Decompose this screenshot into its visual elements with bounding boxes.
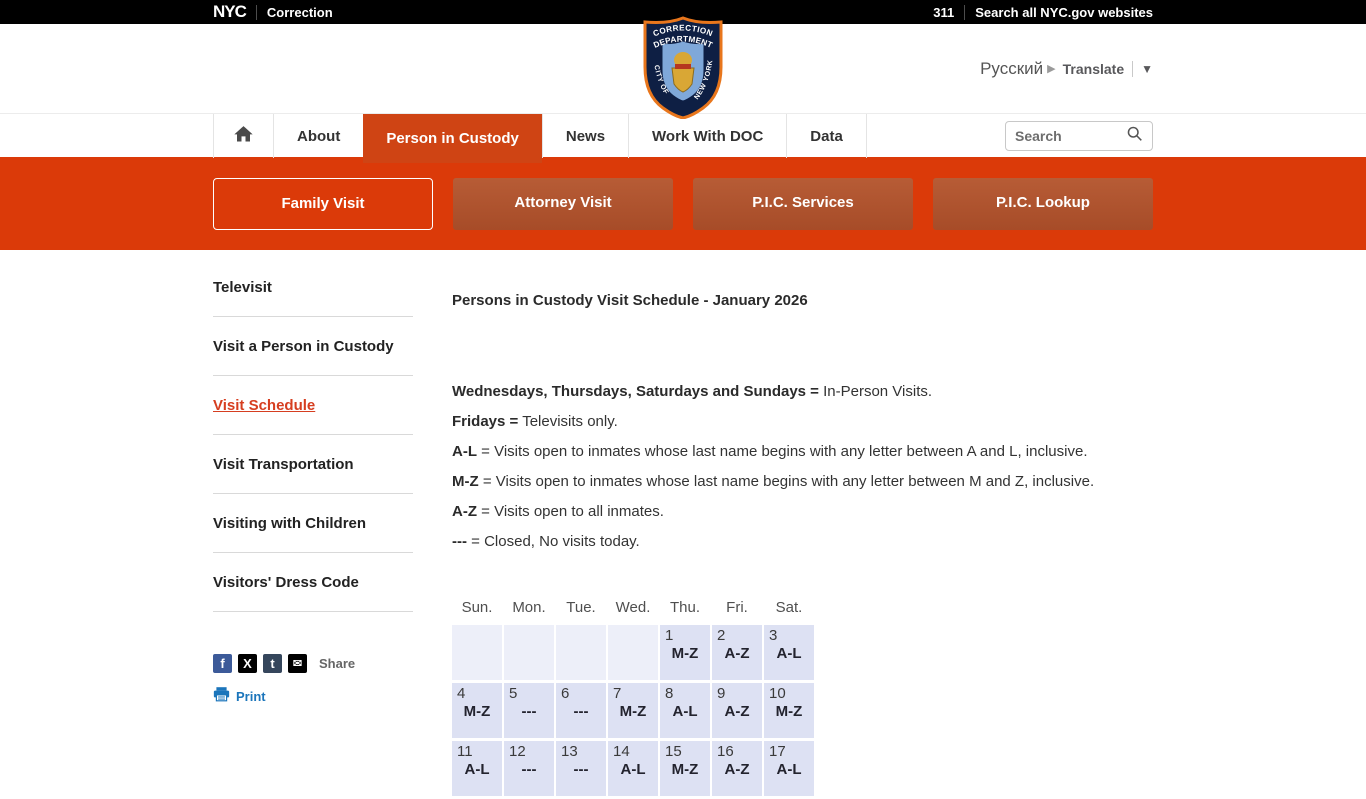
schedule-legend xyxy=(452,382,1153,552)
calendar-cell: 1 M-Z xyxy=(660,625,710,680)
tumblr-share-icon[interactable]: t xyxy=(263,654,282,673)
calendar-header-row xyxy=(452,599,814,622)
subnav-attorney-visit-button[interactable]: Attorney Visit xyxy=(453,178,673,230)
calendar-cell: 7 M-Z xyxy=(608,683,658,738)
search-icon[interactable] xyxy=(1126,125,1143,147)
email-share-icon[interactable]: ✉ xyxy=(288,654,307,673)
calendar-cell: 15 M-Z xyxy=(660,741,710,796)
print-label: Print xyxy=(236,689,266,704)
topbar-divider xyxy=(964,5,965,20)
legend-line: Wednesdays, Thursdays, Saturdays and Sundays = In-Person Visits. xyxy=(452,383,933,400)
calendar-cell: 14 A-L xyxy=(608,741,658,796)
x-twitter-share-icon[interactable]: X xyxy=(238,654,257,673)
legend-line: A-Z = Visits open to all inmates. xyxy=(452,503,664,520)
svg-text:CITY OF: CITY OF xyxy=(652,64,670,97)
calendar-cell: 16 A-Z xyxy=(712,741,762,796)
calendar-cell: 10 M-Z xyxy=(764,683,814,738)
calendar-cell: 11 A-L xyxy=(452,741,502,796)
home-icon xyxy=(233,124,254,149)
day-header: Sun. xyxy=(461,599,493,616)
nyc-gov-logo[interactable]: NYC xyxy=(213,2,246,21)
legend-line: A-L = Visits open to inmates whose last name begins with any letter between A and L, inclusive. xyxy=(452,443,1088,460)
calendar-cell-empty xyxy=(504,625,554,680)
translate-divider xyxy=(1132,61,1133,77)
calendar-cell: 13 --- xyxy=(556,741,606,796)
svg-text:CORRECTION: CORRECTION xyxy=(651,23,715,39)
share-label: Share xyxy=(319,656,356,671)
calendar-week-row xyxy=(452,683,814,738)
calendar-cell: 2 A-Z xyxy=(712,625,762,680)
search-input[interactable] xyxy=(1015,128,1126,144)
section-subnav-band xyxy=(0,157,1366,250)
agency-name-link[interactable]: Correction xyxy=(266,4,333,20)
subnav-pic-services-button[interactable]: P.I.C. Services xyxy=(693,178,913,230)
nav-item-work-with-doc[interactable]: Work With DOC xyxy=(628,114,786,158)
subnav-family-visit-button[interactable]: Family Visit xyxy=(213,178,433,230)
printer-icon xyxy=(213,686,230,707)
main-content xyxy=(452,250,1153,799)
main-navigation xyxy=(0,113,1366,157)
day-header: Sat. xyxy=(775,599,803,616)
correction-department-shield-logo[interactable] xyxy=(642,16,724,119)
day-header: Mon. xyxy=(512,599,546,616)
calendar-cell-empty xyxy=(556,625,606,680)
visit-schedule-calendar xyxy=(452,596,1153,799)
calendar-cell-empty xyxy=(452,625,502,680)
facebook-share-icon[interactable]: f xyxy=(213,654,232,673)
site-search-box xyxy=(1005,121,1153,151)
left-sidebar xyxy=(213,250,413,707)
translate-button[interactable]: Translate xyxy=(1062,60,1125,77)
translate-language-sample[interactable]: Русский xyxy=(980,58,1044,78)
calendar-cell: 12 --- xyxy=(504,741,554,796)
nav-item-news[interactable]: News xyxy=(542,114,628,158)
calendar-cell-empty xyxy=(608,625,658,680)
calendar-cell: 17 A-L xyxy=(764,741,814,796)
day-header: Fri. xyxy=(726,599,748,616)
sidebar-item-visitors-dress-code[interactable]: Visitors' Dress Code xyxy=(213,553,413,612)
day-header: Tue. xyxy=(566,599,596,616)
calendar-week-row xyxy=(452,625,814,680)
topbar-divider xyxy=(256,5,257,20)
nav-item-about[interactable]: About xyxy=(273,114,363,158)
svg-text:NEW YORK: NEW YORK xyxy=(693,59,715,102)
calendar-cell: 6 --- xyxy=(556,683,606,738)
svg-text:DEPARTMENT: DEPARTMENT xyxy=(652,34,714,50)
calendar-cell: 3 A-L xyxy=(764,625,814,680)
home-button[interactable] xyxy=(213,114,273,158)
subnav-pic-lookup-button[interactable]: P.I.C. Lookup xyxy=(933,178,1153,230)
translate-widget xyxy=(980,59,1153,79)
nav-item-person-in-custody[interactable]: Person in Custody xyxy=(363,114,542,163)
link-311[interactable]: 311 xyxy=(933,4,955,20)
calendar-cell: 9 A-Z xyxy=(712,683,762,738)
calendar-cell: 4 M-Z xyxy=(452,683,502,738)
sidebar-item-visiting-with-children[interactable]: Visiting with Children xyxy=(213,494,413,553)
day-header: Wed. xyxy=(615,599,651,616)
nav-item-data[interactable]: Data xyxy=(786,114,867,158)
share-toolbar xyxy=(213,654,413,673)
sidebar-item-visit-transportation[interactable]: Visit Transportation xyxy=(213,435,413,494)
calendar-cell: 5 --- xyxy=(504,683,554,738)
sidebar-item-visit-a-person-in-custody[interactable]: Visit a Person in Custody xyxy=(213,317,413,376)
sidebar-item-visit-schedule[interactable]: Visit Schedule xyxy=(213,376,413,435)
legend-line: M-Z = Visits open to inmates whose last name begins with any letter between M and Z, inclusive. xyxy=(452,473,1095,490)
print-button[interactable] xyxy=(213,686,413,707)
legend-line: Fridays = Televisits only. xyxy=(452,413,618,430)
translate-arrow-icon: ▶ xyxy=(1047,63,1056,75)
day-header: Thu. xyxy=(669,599,700,616)
calendar-week-row xyxy=(452,741,814,796)
calendar-cell: 8 A-L xyxy=(660,683,710,738)
translate-dropdown-caret[interactable]: ▼ xyxy=(1141,61,1153,76)
sidebar-item-televisit[interactable]: Televisit xyxy=(213,258,413,317)
search-all-nyc-link[interactable]: Search all NYC.gov websites xyxy=(975,4,1153,20)
legend-line: --- = Closed, No visits today. xyxy=(452,533,640,550)
page-title: Persons in Custody Visit Schedule - January 2026 xyxy=(452,292,808,309)
